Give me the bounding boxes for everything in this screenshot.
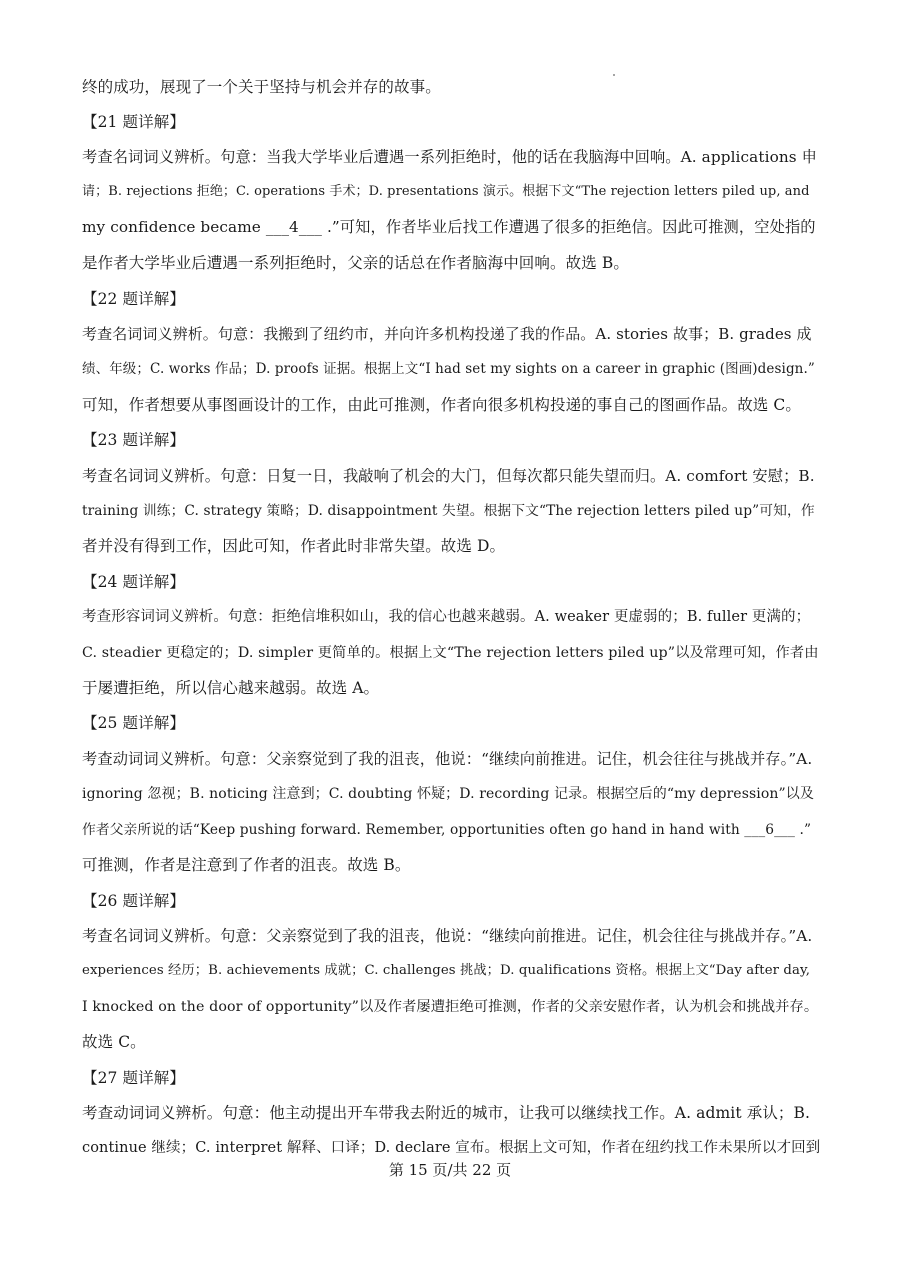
section-22-line-2: 绩、年级；C. works 作品；D. proofs 证据。根据上文“I had set my sights on a career in graphic (图画)design.” xyxy=(82,361,815,377)
section-21-title: 【21 题详解】 xyxy=(82,113,185,131)
section-26-line-1: 考查名词词义辨析。句意：父亲察觉到了我的沮丧，他说：“继续向前推进。记住，机会往往与挑战并存。”A. xyxy=(82,927,813,945)
section-25-line-1: 考查动词词义辨析。句意：父亲察觉到了我的沮丧，他说：“继续向前推进。记住，机会往往与挑战并存。”A. xyxy=(82,750,813,768)
section-23-line-3: 者并没有得到工作，因此可知，作者此时非常失望。故选 D。 xyxy=(82,537,506,555)
section-27-line-2: continue 继续；C. interpret 解释、口译；D. declare 宣布。根据上文可知，作者在纽约找工作未果所以才回到 xyxy=(82,1140,821,1156)
section-21-line-1: 考查名词词义辨析。句意：当我大学毕业后遭遇一系列拒绝时，他的话在我脑海中回响。A. applications 申 xyxy=(82,148,817,166)
section-23-title: 【23 题详解】 xyxy=(82,431,185,449)
section-26-line-4: 故选 C。 xyxy=(82,1033,146,1051)
section-22-title: 【22 题详解】 xyxy=(82,290,185,308)
section-26-line-2: experiences 经历；B. achievements 成就；C. challenges 挑战；D. qualifications 资格。根据上文“Day after day, xyxy=(82,963,811,978)
section-26-line-3: I knocked on the door of opportunity”以及作者屡遭拒绝可推测，作者的父亲安慰作者，认为机会和挑战并存。 xyxy=(82,999,819,1015)
section-25-title: 【25 题详解】 xyxy=(82,714,185,732)
section-22-line-1: 考查名词词义辨析。句意：我搬到了纽约市，并向许多机构投递了我的作品。A. stories 故事；B. grades 成 xyxy=(82,325,812,343)
section-25-line-3: 作者父亲所说的话“Keep pushing forward. Remember, opportunities often go hand in hand with ___6___ .” xyxy=(82,822,812,838)
section-24-title: 【24 题详解】 xyxy=(82,573,185,591)
section-22-line-3: 可知，作者想要从事图画设计的工作，由此可推测，作者向很多机构投递的事自己的图画作品。故选 C。 xyxy=(82,396,801,414)
section-21-line-2: 请；B. rejections 拒绝；C. operations 手术；D. presentations 演示。根据下文“The rejection letters piled up, and xyxy=(82,184,810,199)
section-25-line-4: 可推测，作者是注意到了作者的沮丧。故选 B。 xyxy=(82,856,411,874)
section-27-title: 【27 题详解】 xyxy=(82,1069,185,1087)
section-24-line-1: 考查形容词词义辨析。句意：拒绝信堆积如山，我的信心也越来越弱。A. weaker 更虚弱的；B. fuller 更满的； xyxy=(82,609,811,625)
section-21-line-4: 是作者大学毕业后遭遇一系列拒绝时，父亲的话总在作者脑海中回响。故选 B。 xyxy=(82,254,629,272)
section-23-line-1: 考查名词词义辨析。句意：日复一日，我敲响了机会的大门，但每次都只能失望而归。A. comfort 安慰；B. xyxy=(82,467,815,485)
section-24-line-3: 于屡遭拒绝，所以信心越来越弱。故选 A。 xyxy=(82,679,380,697)
section-24-line-2: C. steadier 更稳定的；D. simpler 更简单的。根据上文“The rejection letters piled up”以及常理可知，作者由 xyxy=(82,645,819,661)
section-23-line-2: training 训练；C. strategy 策略；D. disappointment 失望。根据下文“The rejection letters piled up”可知，作 xyxy=(82,503,815,519)
section-26-title: 【26 题详解】 xyxy=(82,892,185,910)
section-27-line-1: 考查动词词义辨析。句意：他主动提出开车带我去附近的城市，让我可以继续找工作。A. admit 承认；B. xyxy=(82,1104,811,1122)
page-footer: 第 15 页/共 22 页 xyxy=(388,1161,512,1179)
section-25-line-2: ignoring 忽视；B. noticing 注意到；C. doubting 怀疑；D. recording 记录。根据空后的“my depression”以及 xyxy=(82,786,814,802)
intro-line: 终的成功，展现了一个关于坚持与机会并存的故事。 xyxy=(82,78,441,96)
section-21-line-3: my confidence became ___4___ .”可知，作者毕业后找工作遭遇了很多的拒绝信。因此可推测，空处指的 xyxy=(82,218,816,236)
